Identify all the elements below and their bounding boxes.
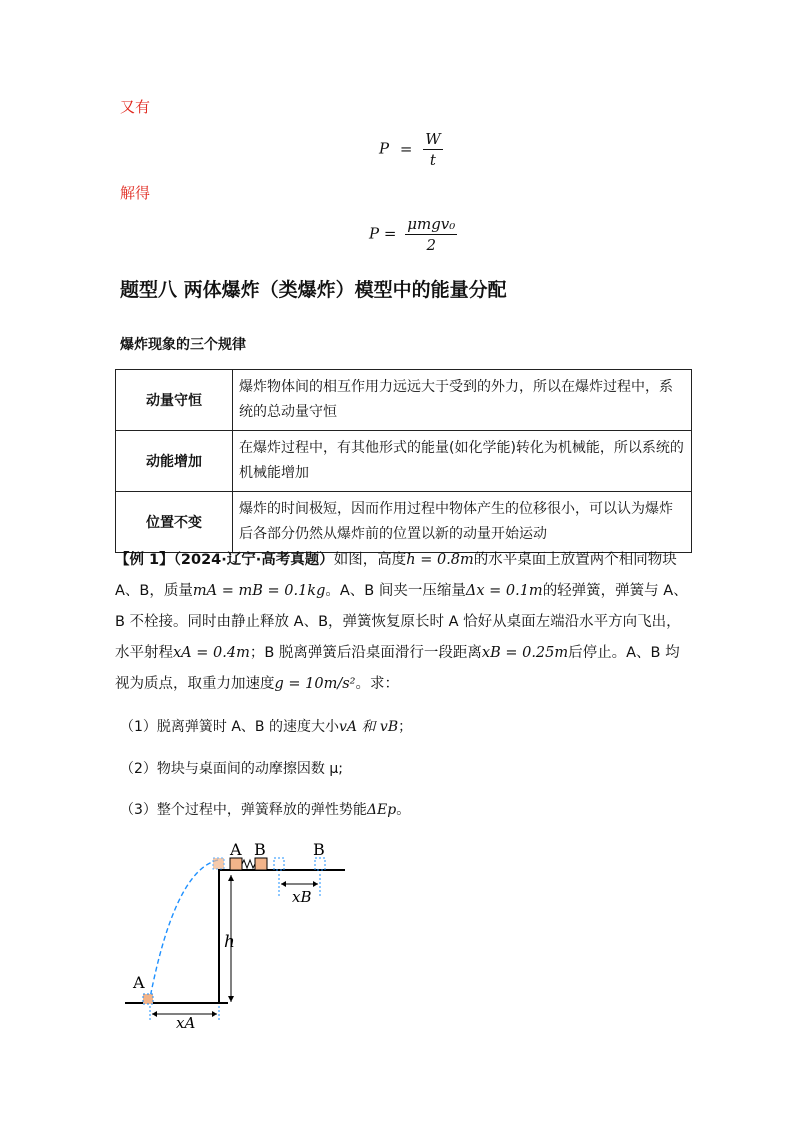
label-a-bottom: A	[133, 973, 145, 992]
formula-power-work	[379, 130, 443, 169]
label-b-top: B	[254, 840, 266, 859]
block-b	[255, 858, 267, 870]
table-row	[116, 370, 692, 431]
formula-lhs: P =	[369, 224, 397, 243]
table-head-cell: 动量守恒	[116, 370, 233, 431]
table-body-cell: 爆炸的时间极短，因而作用过程中物体产生的位移很小，可以认为爆炸后各部分仍然从爆炸前的位置以新的动量开始运动	[233, 492, 692, 553]
question-text: ；	[398, 719, 413, 735]
example-text: 。A、B 间夹一压缩量	[325, 583, 466, 599]
trajectory-dashed-curve	[150, 860, 218, 998]
arrow-up-icon	[228, 875, 234, 881]
mass-value: mA = mB = 0.1kg	[192, 583, 326, 599]
distance-b-value: xB = 0.25m	[481, 645, 569, 661]
example-text: 如图，高度	[333, 552, 407, 568]
question-symbol: ΔEp	[366, 802, 397, 818]
question-1	[120, 716, 412, 736]
table-head-cell: 位置不变	[116, 492, 233, 553]
label-a-top: A	[230, 840, 242, 859]
arrow-down-icon	[228, 996, 234, 1002]
formula-power-result	[369, 215, 457, 254]
example-text: 后停止。A、B 均视为质点，取重力加速度	[115, 645, 680, 692]
section-title: 题型八 两体爆炸（类爆炸）模型中的能量分配	[120, 279, 507, 301]
label-xb: xB	[292, 888, 312, 906]
physics-figure	[120, 830, 360, 1030]
table-row	[116, 492, 692, 553]
example-text: ；B 脱离弹簧后沿桌面滑行一段距离	[249, 645, 482, 661]
block-a-landing	[143, 994, 153, 1004]
fraction	[405, 215, 457, 254]
formula-lhs: P	[379, 139, 390, 158]
question-2: （2）物块与桌面间的动摩擦因数 μ;	[120, 761, 343, 777]
gravity-value: g = 10m/s²	[274, 676, 356, 692]
question-text: （1）脱离弹簧时 A、B 的速度大小	[120, 719, 339, 735]
table-body-cell: 在爆炸过程中，有其他形式的能量(如化学能)转化为机械能，所以系统的机械能增加	[233, 431, 692, 492]
arrow-right-icon	[313, 881, 318, 887]
arrow-right-icon	[212, 1011, 217, 1017]
fraction	[423, 130, 442, 169]
fraction-denominator: 2	[426, 236, 437, 254]
table-head-cell: 动能增加	[116, 431, 233, 492]
question-3	[120, 799, 410, 819]
formula-eq: =	[399, 139, 413, 158]
height-value: h = 0.8m	[406, 552, 474, 568]
block-a	[230, 858, 242, 870]
label-h: h	[224, 932, 235, 952]
block-b-end-ghost	[315, 858, 325, 870]
question-text: （3）整个过程中，弹簧释放的弹性势能	[120, 802, 367, 818]
label-xa: xA	[176, 1014, 196, 1030]
spring-icon	[242, 860, 255, 868]
question-symbol: vA 和 vB	[339, 719, 399, 735]
example-text: 的轻弹簧，弹簧与 A、B 不栓接。同时由静止释放 A、B，弹簧恢复原长时 A 恰好从桌面左端沿水平方向飞出，水平射程	[115, 583, 688, 661]
example-text: 。求：	[355, 676, 399, 692]
arrow-left-icon	[281, 881, 286, 887]
subtitle: 爆炸现象的三个规律	[120, 337, 246, 353]
text-solve: 解得	[120, 184, 151, 202]
range-a-value: xA = 0.4m	[173, 645, 250, 661]
example-tag: 【例 1】	[115, 552, 174, 568]
arrow-left-icon	[152, 1011, 157, 1017]
label-b-right: B	[313, 840, 325, 859]
example-source: （2024·辽宁·高考真题）	[173, 552, 334, 568]
question-text: 。	[396, 802, 411, 818]
example-text: 的水平桌面上放置两个相同物块 A、B，质量	[115, 552, 677, 599]
block-b-start-ghost	[274, 858, 284, 870]
fraction-numerator: μmgv₀	[407, 215, 456, 233]
example-paragraph	[115, 545, 690, 700]
text-again: 又有	[120, 98, 151, 116]
table-body-cell: 爆炸物体间的相互作用力远远大于受到的外力，所以在爆炸过程中，系统的总动量守恒	[233, 370, 692, 431]
block-a-start-ghost	[213, 858, 224, 869]
table-row	[116, 431, 692, 492]
rules-table	[115, 369, 692, 553]
compression-value: Δx = 0.1m	[465, 583, 543, 599]
fraction-denominator: t	[429, 151, 436, 169]
fraction-numerator: W	[425, 130, 441, 148]
